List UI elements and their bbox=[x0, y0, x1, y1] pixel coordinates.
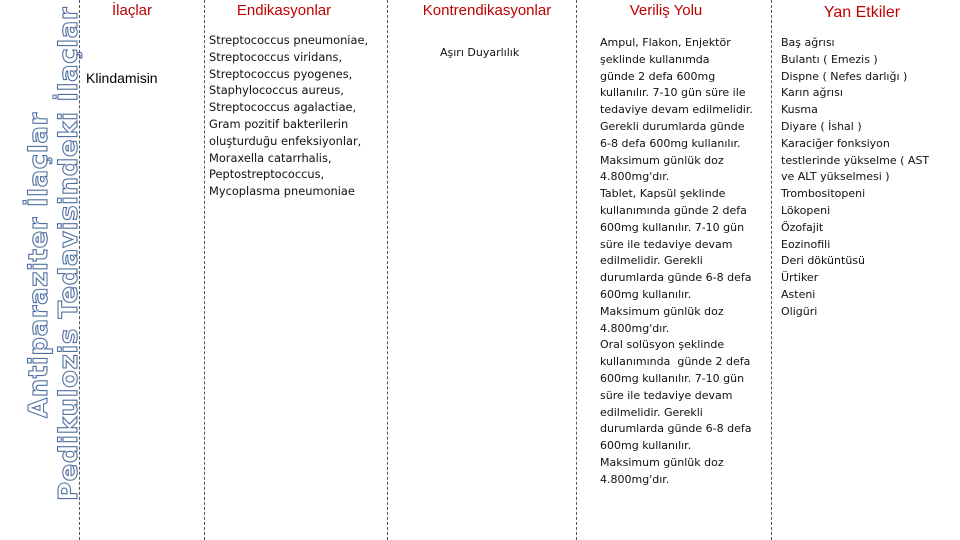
side-effect-line: Dispne ( Nefes darlığı ) bbox=[781, 69, 908, 83]
header-indications: Endikasyonlar bbox=[236, 2, 332, 19]
route-line: edilmelidir. Gerekli bbox=[600, 254, 703, 268]
route-line: Ampul, Flakon, Enjektör bbox=[600, 36, 731, 49]
side-effect-line: Bulantı ( Emezis ) bbox=[781, 52, 878, 66]
side-effect-line: ve ALT yükselmesi ) bbox=[781, 170, 890, 184]
side-effect-line: Oligüri bbox=[781, 304, 818, 318]
route-line: 4.800mg'dır. bbox=[600, 170, 670, 184]
indication-line: Streptococcus viridans, bbox=[209, 49, 343, 64]
header-route: Veriliş Yolu bbox=[629, 2, 703, 19]
indications-cell bbox=[209, 32, 368, 200]
side-effect-line: Eozinofili bbox=[781, 237, 831, 251]
route-line: Maksimum günlük doz bbox=[600, 455, 724, 469]
column-divider bbox=[387, 0, 388, 540]
side-effects-cell bbox=[781, 35, 929, 321]
title-line-1: Antiparaziter İlaçlar bbox=[24, 112, 54, 418]
route-line: şeklinde kullanımda bbox=[600, 52, 710, 66]
side-effect-line: Ürtiker bbox=[781, 271, 819, 285]
drug-name: Klindamisin bbox=[86, 70, 158, 86]
route-line: durumlarda günde 6-8 defa bbox=[600, 271, 752, 285]
route-line: 600mg kullanılır. bbox=[600, 439, 692, 453]
route-line: edilmelidir. Gerekli bbox=[600, 405, 703, 419]
route-line: Gerekli durumlarda günde bbox=[600, 119, 745, 133]
route-line: durumlarda günde 6-8 defa bbox=[600, 422, 752, 436]
contraindication-cell: Aşırı Duyarlılık bbox=[440, 46, 520, 59]
side-effect-line: Diyare ( İshal ) bbox=[781, 119, 862, 133]
indication-line: Streptococcus pneumoniae, bbox=[209, 33, 369, 47]
route-line: 600mg kullanılır. 7-10 gün bbox=[600, 371, 745, 385]
route-line: Maksimum günlük doz bbox=[600, 153, 724, 167]
route-line: kullanımında günde 2 defa bbox=[600, 203, 747, 217]
route-line: 600mg kullanılır. bbox=[600, 287, 692, 301]
route-line: tedaviye devam edilmelidir. bbox=[600, 103, 753, 117]
route-line: Tablet, Kapsül şeklinde bbox=[600, 187, 726, 201]
indication-line: Staphylococcus aureus, bbox=[209, 83, 344, 98]
indication-line: Moraxella catarrhalis, bbox=[209, 150, 332, 165]
side-effect-line: Karın ağrısı bbox=[781, 86, 843, 100]
route-line: kullanımında günde 2 defa bbox=[600, 355, 751, 369]
route-line: 4.800mg'dır. bbox=[600, 321, 670, 335]
column-divider bbox=[79, 0, 80, 540]
header-drugs: İlaçlar bbox=[111, 2, 152, 19]
route-line: 600mg kullanılır. 7-10 gün bbox=[600, 220, 745, 234]
vertical-title bbox=[20, 0, 84, 505]
indication-line: Mycoplasma pneumoniae bbox=[209, 184, 355, 199]
route-line: Maksimum günlük doz bbox=[600, 304, 724, 318]
column-divider bbox=[771, 0, 772, 540]
route-line: 4.800mg'dır. bbox=[600, 472, 670, 486]
side-effect-line: Lökopeni bbox=[781, 203, 831, 217]
title-line-2: Pedikulozis Tedavisindeki İlaçlar bbox=[54, 6, 84, 501]
indication-line: Streptococcus agalactiae, bbox=[209, 100, 357, 115]
route-line: kullanılır. 7-10 gün süre ile bbox=[600, 86, 746, 100]
header-side-effects: Yan Etkiler bbox=[823, 4, 901, 21]
route-cell bbox=[600, 35, 753, 489]
side-effect-line: Deri döküntüsü bbox=[781, 254, 865, 268]
side-effect-line: Karaciğer fonksiyon bbox=[781, 136, 890, 150]
route-line: süre ile tedaviye devam bbox=[600, 237, 733, 251]
indication-line: Peptostreptococcus, bbox=[209, 167, 325, 182]
route-line: süre ile tedaviye devam bbox=[600, 388, 733, 402]
indication-line: Streptococcus pyogenes, bbox=[209, 66, 353, 81]
side-effect-line: testlerinde yükselme ( AST bbox=[781, 153, 930, 167]
route-line: 6-8 defa 600mg kullanılır. bbox=[600, 136, 741, 150]
side-effect-line: Baş ağrısı bbox=[781, 36, 835, 49]
indication-line: Gram pozitif bakterilerin bbox=[209, 116, 349, 131]
header-contraindications: Kontrendikasyonlar bbox=[422, 2, 552, 19]
side-effect-line: Özofajit bbox=[781, 220, 824, 234]
indication-line: oluşturduğu enfeksiyonlar, bbox=[209, 133, 362, 148]
side-effect-line: Kusma bbox=[781, 103, 818, 117]
route-line: Oral solüsyon şeklinde bbox=[600, 338, 725, 352]
side-effect-line: Trombositopeni bbox=[781, 187, 866, 201]
column-divider bbox=[576, 0, 577, 540]
side-effect-line: Asteni bbox=[781, 287, 816, 301]
route-line: günde 2 defa 600mg bbox=[600, 69, 716, 83]
column-divider bbox=[204, 0, 205, 540]
